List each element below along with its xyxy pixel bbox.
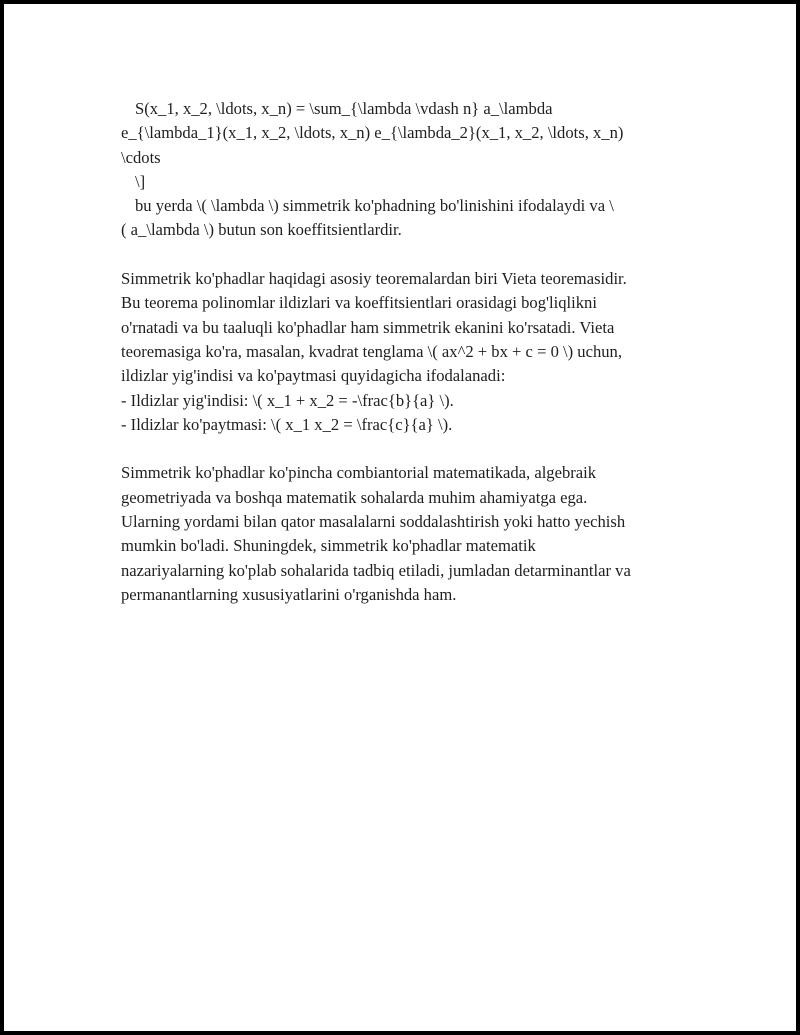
paragraph-line: o'rnatadi va bu taaluqli ko'phadlar ham simmetrik ekanini ko'rsatadi. Vieta [121,317,615,337]
formula-block [121,97,696,243]
paragraph-line: nazariyalarning ko'plab sohalarida tadbiq etiladi, jumladan detarminantlar va [121,560,631,580]
paragraph-line: ildizlar yig'indisi va ko'paytmasi quyidagicha ifodalanadi: [121,366,506,386]
paragraph-line: permanantlarning xususiyatlarini o'rganishda ham. [121,584,457,604]
paragraph-applications [121,461,696,607]
paragraph-line: mumkin bo'ladi. Shuningdek, simmetrik ko'phadlar matematik [121,536,536,556]
paragraph-line: geometriyada va boshqa matematik sohalarda muhim ahamiyatga ega. [121,487,588,507]
paragraph-vieta [121,267,696,437]
paragraph-line: Bu teorema polinomlar ildizlari va koeffitsientlari orasidagi bog'liqlikni [121,293,597,313]
formula-line: e_{\lambda_1}(x_1, x_2, \ldots, x_n) e_{\lambda_2}(x_1, x_2, \ldots, x_n) [121,123,624,143]
paragraph-line: Simmetrik ko'phadlar haqidagi asosiy teoremalardan biri Vieta teoremasidir. [121,269,627,289]
formula-line: ( a_\lambda \) butun son koeffitsientlardir. [121,220,402,240]
document-body [121,97,696,632]
formula-line: S(x_1, x_2, \ldots, x_n) = \sum_{\lambda \vdash n} a_\lambda [135,99,553,118]
list-item-sum: - Ildizlar yig'indisi: \( x_1 + x_2 = -\frac{b}{a} \). [121,390,454,410]
paragraph-line: Simmetrik ko'phadlar ko'pincha combiantorial matematikada, algebraik [121,463,597,483]
list-item-product: - Ildizlar ko'paytmasi: \( x_1 x_2 = \frac{c}{a} \). [121,414,453,434]
formula-line: \cdots [121,147,161,167]
formula-line: \] [135,171,146,191]
paragraph-line: Ularning yordami bilan qator masalalarni soddalashtirish yoki hatto yechish [121,512,626,532]
paragraph-line: teoremasiga ko'ra, masalan, kvadrat tenglama \( ax^2 + bx + c = 0 \) uchun, [121,341,623,361]
formula-line: bu yerda \( \lambda \) simmetrik ko'phadning bo'linishini ifodalaydi va \ [135,196,614,216]
